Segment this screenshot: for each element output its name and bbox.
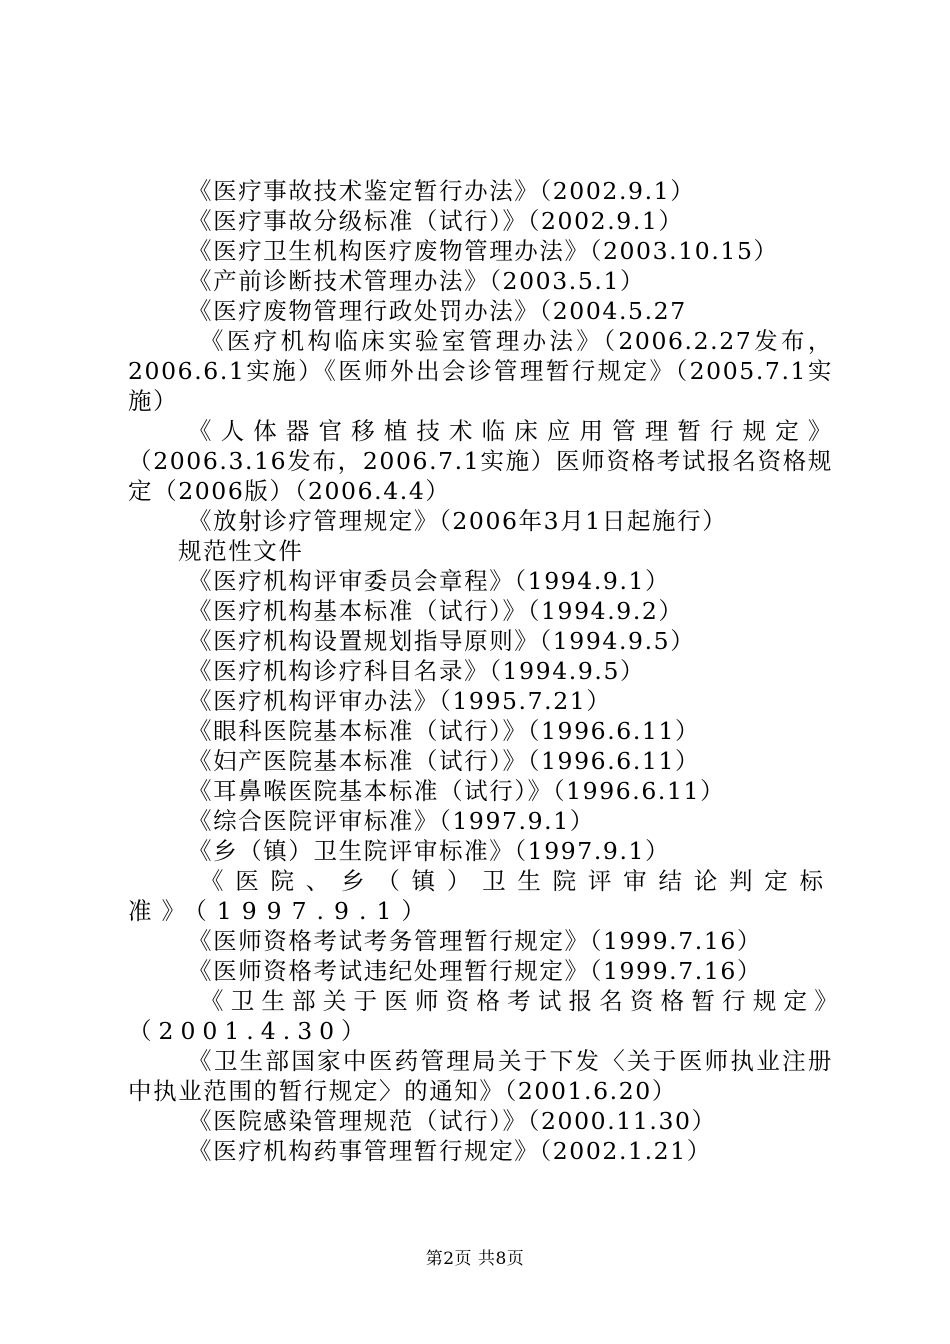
text-line: 《医疗机构评审办法》（1995.7.21）: [188, 687, 612, 715]
text-line: 《医疗废物管理行政处罚办法》（2004.5.27: [188, 297, 687, 325]
text-paragraph: 《卫生部关于医师资格考试报名资格暂行规定》（2001.4.30）: [128, 987, 833, 1045]
text-paragraph: 《医疗机构临床实验室管理办法》（2006.2.27发布，2006.6.1实施）《医师外出会诊管理暂行规定》（2005.7.1实施）: [128, 327, 833, 415]
text-line: 《眼科医院基本标准（试行）》（1996.6.11）: [188, 717, 701, 745]
text-line: 《医疗机构基本标准（试行）》（1994.9.2）: [188, 597, 684, 625]
text-line: 《医院感染管理规范（试行）》（2000.11.30）: [188, 1107, 717, 1135]
text-line: 《医师资格考试考务管理暂行规定》（1999.7.16）: [188, 927, 763, 955]
text-line: 《医疗机构评审委员会章程》（1994.9.1）: [188, 567, 671, 595]
text-paragraph: 《医院、乡（镇）卫生院评审结论判定标准》（1997.9.1）: [128, 867, 833, 925]
text-line: 《医疗事故技术鉴定暂行办法》（2002.9.1）: [188, 177, 696, 205]
text-line: 《耳鼻喉医院基本标准（试行）》（1996.6.11）: [188, 777, 726, 805]
text-line: 《综合医院评审标准》（1997.9.1）: [188, 807, 595, 835]
text-line: 《妇产医院基本标准（试行）》（1996.6.11）: [188, 747, 701, 775]
text-line: 《医疗机构药事管理暂行规定》（2002.1.21）: [188, 1137, 712, 1165]
document-body: [128, 176, 833, 1166]
text-paragraph: 《卫生部国家中医药管理局关于下发〈关于医师执业注册中执业范围的暂行规定〉的通知》（2001.6.20）: [128, 1047, 833, 1105]
text-line: 《乡（镇）卫生院评审标准》（1997.9.1）: [188, 837, 671, 865]
text-line: 《医疗卫生机构医疗废物管理办法》（2003.10.15）: [188, 237, 779, 265]
text-line: 《产前诊断技术管理办法》（2003.5.1）: [188, 267, 646, 295]
text-line: 《医师资格考试违纪处理暂行规定》（1999.7.16）: [188, 957, 763, 985]
text-line: 《放射诊疗管理规定》（2006年3月1日起施行）: [188, 507, 728, 535]
text-line: 《医疗机构设置规划指导原则》（1994.9.5）: [188, 627, 696, 655]
text-paragraph: 《人体器官移植技术临床应用管理暂行规定》（2006.3.16发布，2006.7.1实施）医师资格考试报名资格规定（2006版）（2006.4.4）: [128, 417, 833, 505]
text-line: 《医疗机构诊疗科目名录》（1994.9.5）: [188, 657, 646, 685]
section-heading: 规范性文件: [178, 537, 304, 565]
page-footer: 第2页 共8页: [425, 1249, 525, 1269]
text-line: 《医疗事故分级标准（试行）》（2002.9.1）: [188, 207, 684, 235]
